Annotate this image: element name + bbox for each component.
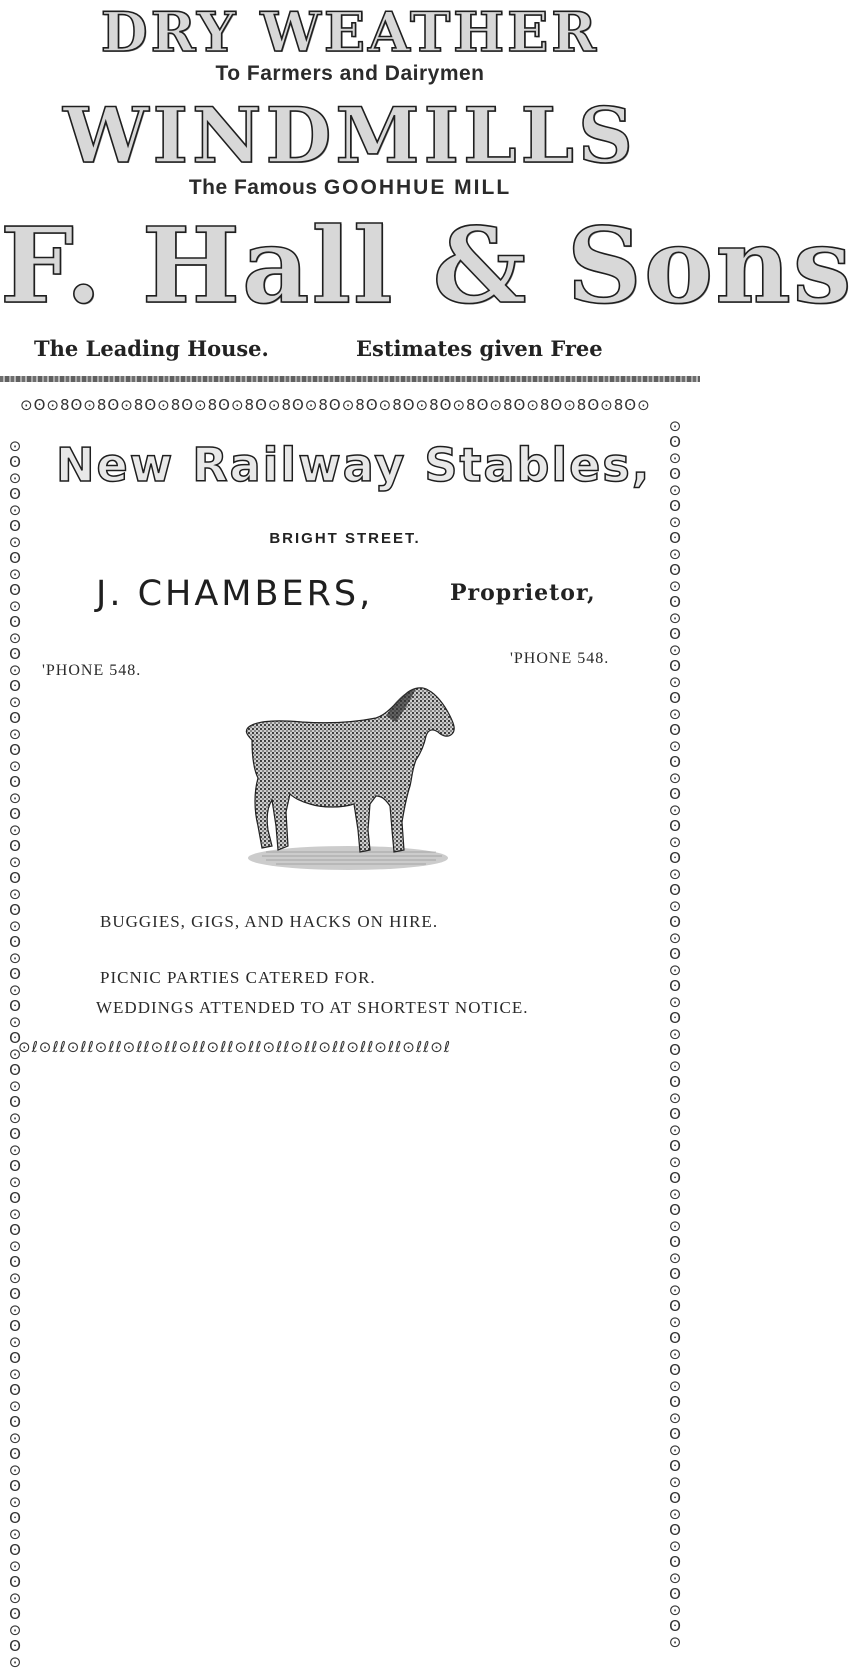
subhead-farmers: To Farmers and Dairymen [215,62,485,85]
weddings-line: WEDDINGS ATTENDED TO AT SHORTEST NOTICE. [96,998,529,1017]
firm-name: F. Hall & Sons [0,204,853,327]
phone-number-right: 'PHONE 548. [510,650,610,667]
phone-number-left: 'PHONE 548. [42,662,142,679]
proprietor-name: J. CHAMBERS, [96,574,374,614]
mill-name: GOOHHUE MILL [323,176,512,199]
tagline-leading-house: The Leading House. [34,336,269,361]
windmills-advertisement [0,0,853,370]
ornamental-border-top: ⊙ʘ⊙8ʘ⊙8ʘ⊙8ʘ⊙8ʘ⊙8ʘ⊙8ʘ⊙8ʘ⊙8ʘ⊙8ʘ⊙8ʘ⊙8ʘ⊙8ʘ⊙8ʘ⊙8ʘ⊙8ʘ⊙8ʘ⊙ [20,396,651,414]
ornamental-border-bottom: ⊙ℓ⊙ℓℓ⊙ℓℓ⊙ℓℓ⊙ℓℓ⊙ℓℓ⊙ℓℓ⊙ℓℓ⊙ℓℓ⊙ℓℓ⊙ℓℓ⊙ℓℓ⊙ℓℓ⊙ℓℓ⊙ℓℓ⊙ℓ [18,1038,451,1056]
street-address: BRIGHT STREET. [269,530,421,547]
tagline-estimates: Estimates given Free [356,336,603,361]
headline-dry-weather: DRY WEATHER [100,0,600,64]
draught-horse-icon [236,680,468,880]
picnic-line: PICNIC PARTIES CATERED FOR. [100,968,376,987]
hire-line: BUGGIES, GIGS, AND HACKS ON HIRE. [100,912,439,931]
divider-rule [0,376,700,382]
famous-prefix: The Famous [188,176,318,199]
headline-windmills: WINDMILLS [63,91,637,180]
stables-title: New Railway Stables, [56,438,652,492]
ornamental-border-right: ⊙ʘ⊙ʘ⊙ʘ⊙ʘ⊙ʘ⊙ʘ⊙ʘ⊙ʘ⊙ʘ⊙ʘ⊙ʘ⊙ʘ⊙ʘ⊙ʘ⊙ʘ⊙ʘ⊙ʘ⊙ʘ⊙ʘ⊙ʘ⊙ʘ⊙ʘ⊙ʘ⊙ʘ⊙ʘ⊙ʘ⊙ʘ⊙ʘ⊙ʘ⊙ʘ⊙ʘ⊙ʘ⊙ʘ⊙ʘ⊙ʘ⊙ʘ⊙ʘ⊙ʘ⊙ [668,417,682,1651]
stables-advertisement [0,390,700,1671]
proprietor-label: Proprietor, [450,580,596,606]
famous-mill-line [0,176,700,200]
ornamental-border-left: ⊙ʘ⊙ʘ⊙ʘ⊙ʘ⊙ʘ⊙ʘ⊙ʘ⊙ʘ⊙ʘ⊙ʘ⊙ʘ⊙ʘ⊙ʘ⊙ʘ⊙ʘ⊙ʘ⊙ʘ⊙ʘ⊙ʘ⊙ʘ⊙ʘ⊙ʘ⊙ʘ⊙ʘ⊙ʘ⊙ʘ⊙ʘ⊙ʘ⊙ʘ⊙ʘ⊙ʘ⊙ʘ⊙ʘ⊙ʘ⊙ʘ⊙ʘ⊙ʘ⊙ʘ⊙ [8,437,22,1671]
